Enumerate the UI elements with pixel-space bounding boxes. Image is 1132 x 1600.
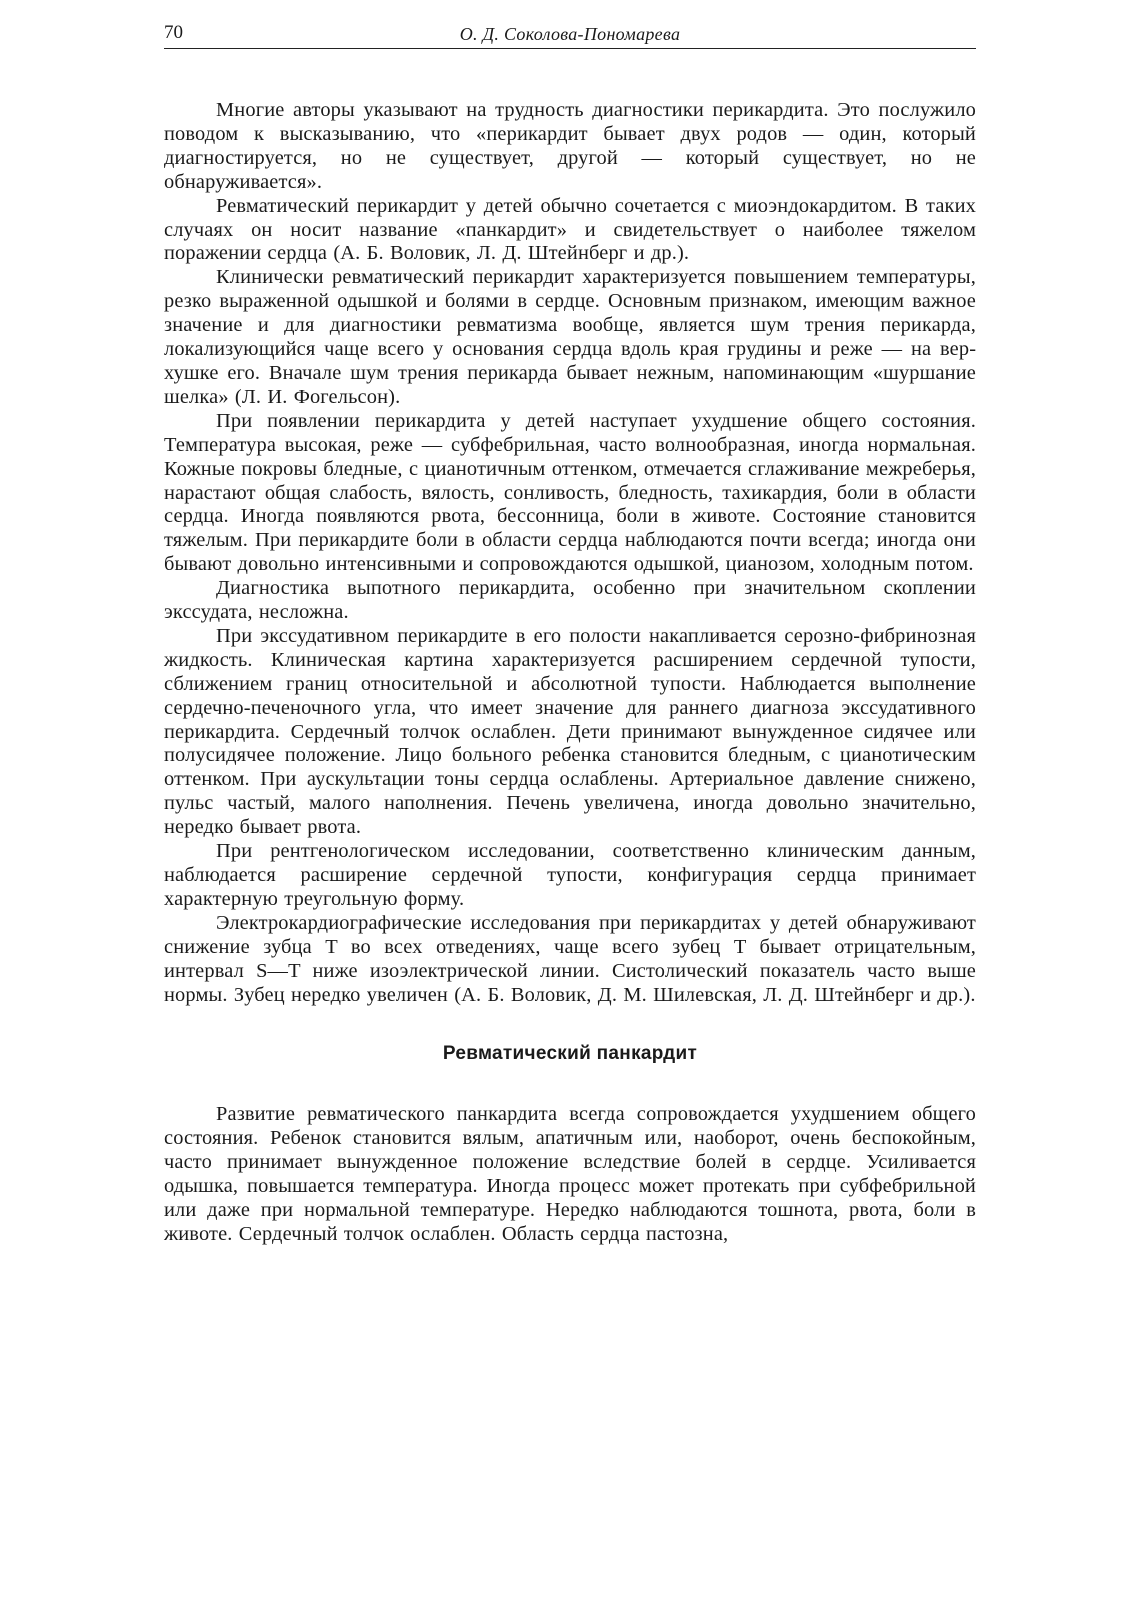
running-header [164, 18, 976, 49]
paragraph: При появлении перикардита у детей наступает ухудшение общего состояния. Температура высокая, реже — субфебрильная, часто волнообразная, иногда нормальная. Кожные покровы бледные, с цианотичным оттенком, отмечается сглаживание межреберья, нарастают общая слабость, вялость, сонливость, бледность, тахикардия, боли в области сердца. Иногда появляются рвота, бессонница, боли в животе. Состояние становится тяжелым. При перикардите боли в области сердца наблюдаются почти всегда; иногда они бывают довольно интенсивными и сопровождаются одышкой, цианозом, холодным потом. [164, 409, 976, 576]
paragraph: Развитие ревматического панкардита всегда сопровождается ухудшением общего состояния. Ребенок становится вялым, апатичным или, наоборот, очень беспокойным, часто принимает вынужденное положение вследствие болей в сердце. Усиливается одышка, повышается температура. Иногда процесс может протекать при субфебрильной или даже при нормальной температуре. Нередко наблюдаются тошнота, рвота, боли в животе. Сердечный толчок ослаблен. Область сердца пастозна, [164, 1103, 976, 1245]
main-text [164, 99, 976, 1007]
section-heading: Ревматический панкардит [442, 1043, 698, 1065]
paragraph: Электрокардиографические исследования при перикардитах у детей обнаруживают снижение зубца T во всех отведениях, чаще всего зубец T бывает отрицательным, интервал S—T ниже изоэлектрической линии. Систолический показатель часто выше нормы. Зубец нередко увеличен (А. Б. Воловик, Д. М. Шилевская, Л. Д. Штейнберг и др.). [164, 911, 976, 1006]
paragraph: Диагностика выпотного перикардита, особенно при значительном скоплении экссудата, несложна. [164, 577, 976, 624]
book-page [164, 18, 976, 1247]
paragraph: При рентгенологическом исследовании, соответственно клиническим данным, наблюдается расширение сердечной тупости, конфигурация сердца принимает характерную треугольную форму. [164, 840, 976, 910]
paragraph: Ревматический перикардит у детей обычно сочетается с миоэндокардитом. В таких случаях он носит название «панкардит» и свидетельствует о наиболее тяжелом поражении сердца (А. Б. Воловик, Л. Д. Штейнберг и др.). [164, 194, 976, 265]
section-text [164, 1103, 976, 1246]
paragraph: При экссудативном перикардите в его полости накапливается серозно-фибринозная жидкость. Клиническая картина характеризуется расширением сердечной тупости, сближением границ относительной и абсолютной тупости. Наблюдается выполнение сердечно-печеночного угла, что имеет значение для раннего диагноза экссудативного перикардита. Сердечный толчок ослаблен. Дети принимают вынужденное сидячее или полусидячее положение. Лицо больного ребенка становится бледным, с цианотическим оттенком. При аускультации тоны сердца ослаблены. Артериальное давление снижено, пульс частый, малого наполнения. Печень увеличена, иногда довольно значительно, нередко бывает рвота. [164, 624, 976, 839]
running-title: О. Д. Соколова-Пономарева [459, 24, 681, 44]
paragraph: Многие авторы указывают на трудность диагностики перикардита. Это послужило поводом к высказыванию, что «перикардит бывает двух родов — один, который диагностируется, но не существует, другой — который существует, но не обнаруживается». [164, 99, 976, 193]
page-number: 70 [164, 22, 183, 43]
paragraph: Клинически ревматический перикардит характеризуется повышением температуры, резко выраженной одышкой и болями в сердце. Основным признаком, имеющим важное значение и для диагностики ревматизма вообще, является шум трения перикарда, локализующийся чаще всего у основания сердца вдоль края грудины и реже — на верхушке его. Вначале шум трения перикарда бывает нежным, напоминающим «шуршание шелка» (Л. И. Фогельсон). [164, 266, 976, 408]
